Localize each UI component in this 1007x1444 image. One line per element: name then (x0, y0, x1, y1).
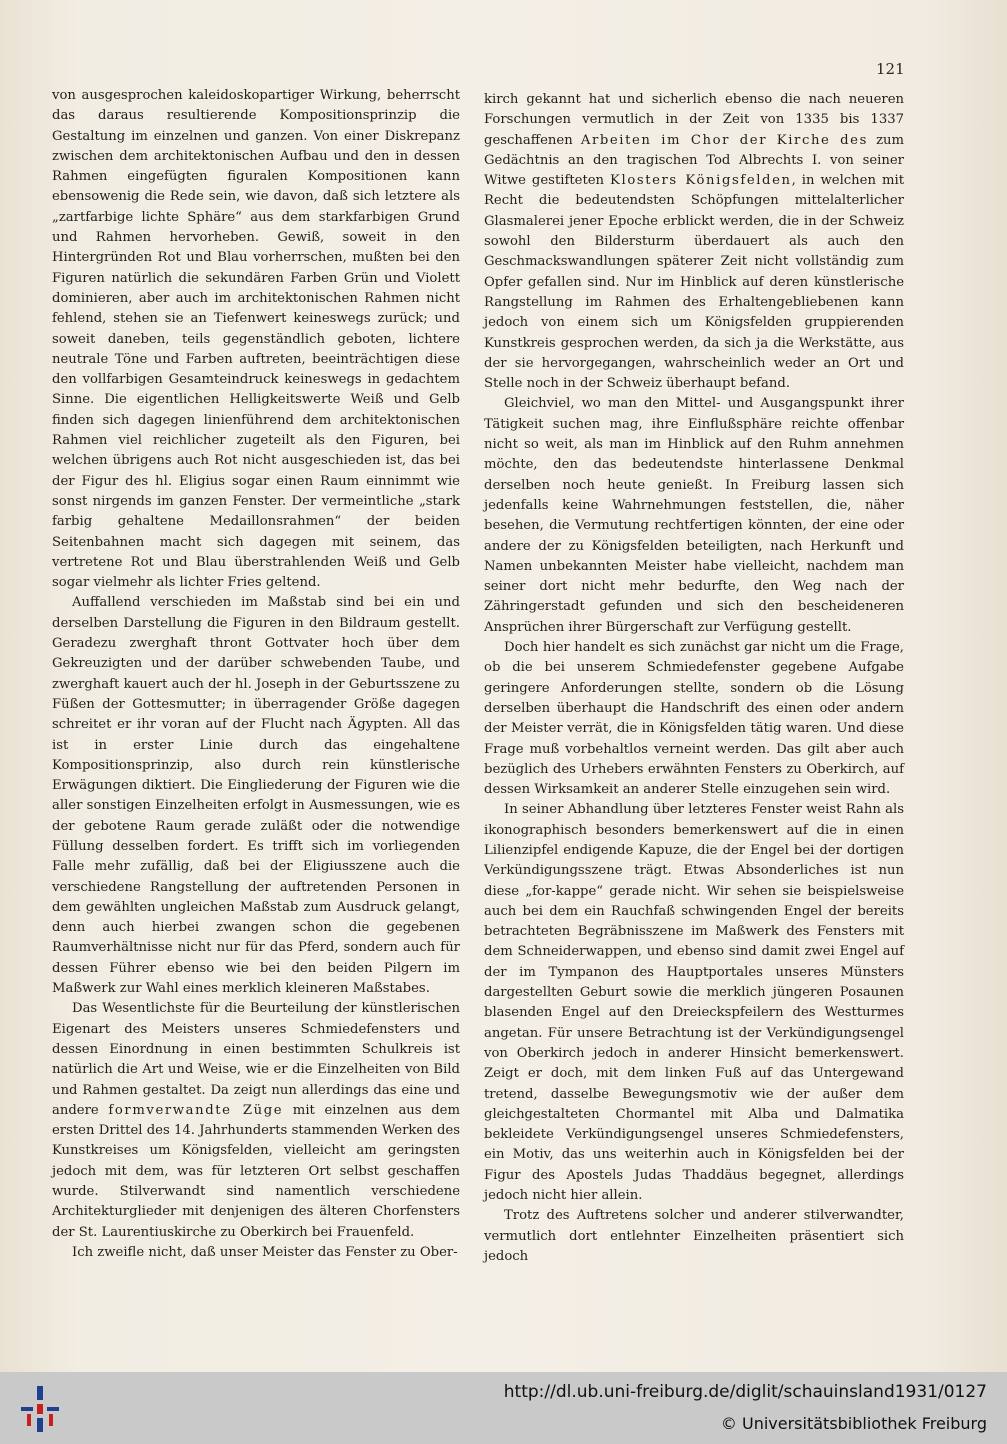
text-run: , in welchen mit Recht die bedeutendsten Schöpfungen mittelalterlicher Glasmalerei jener Epoche erblickt werden, die in der Schweiz sowohl den Bildersturm überdauert als auch den Geschmackswandlungen späterer Zeit nicht vollständig zum Opfer gefallen sind. Nur im Hinblick auf deren künstlerische Rangstellung im Rahmen des Erhaltengebliebenen kann jedoch von einem sich um Königsfelden gruppierenden Kunstkreis gesprochen werden, da sich ja die Werkstätte, aus der sie hervorgegangen, wahrscheinlich weder an Ort und Stelle noch in der Schweiz überhaupt befand. (484, 173, 904, 392)
paragraph (52, 999, 460, 1243)
text-run: kirch gekannt hat und sicherlich ebenso die nach neueren Forschungen vermutlich in der Zeit von 1335 bis 1337 geschaffenen (484, 92, 904, 148)
source-url[interactable]: http://dl.ub.uni-freiburg.de/diglit/schauinsland1931/0127 (503, 1382, 987, 1402)
text-column-left (52, 86, 460, 1263)
text-run: mit einzelnen aus dem ersten Drittel des 14. Jahrhunderts stammenden Werken des Kunstkreises um Königsfelden, vielleicht am geringsten jedoch mit dem, was für letzteren Ort selbst geschaffen wurde. Stilverwandt sind namentlich verschiedene Architekturglieder mit denjenigen des älteren Chorfensters der St. Laurentiuskirche zu Oberkirch bei Frauenfeld. (52, 1102, 460, 1240)
logo-graphic (17, 1386, 63, 1432)
copyright-notice: © Universitätsbibliothek Freiburg (720, 1414, 987, 1433)
text-run: zum Gedächtnis an den tragischen Tod Albrechts I. von seiner Witwe gestifteten (484, 132, 905, 189)
emphasized-text: Arbeiten im Chor der Kirche des (580, 132, 868, 148)
ub-freiburg-logo-icon (17, 1386, 63, 1432)
emphasized-text: formverwandte Züge (108, 1102, 284, 1118)
emphasized-text: Klosters Königsfelden (610, 173, 792, 189)
paragraph: Trotz des Auftretens solcher und anderer stilverwandter, vermutlich dort entlehnter Einzelheiten präsentiert sich jedoch (484, 1208, 904, 1264)
page-number: 121 (876, 60, 905, 78)
paragraph: Doch hier handelt es sich zunächst gar nicht um die Frage, ob die bei unserem Schmiedefenster gegebene Aufgabe geringere Anforderungen stellte, sondern ob die Lösung derselben überhaupt die Handschrift des einen oder andern der Meister verrät, die in Königsfelden tätig waren. Und diese Frage muß vorbehaltlos verneint werden. Das gilt aber auch bezüglich des Urhebers erwähnten Fensters zu Oberkirch, auf dessen Wirksamkeit an anderer Stelle einzugehen sein wird. (484, 640, 904, 798)
text-run: Das Wesentlichste für die Beurteilung der künstlerischen Eigenart des Meisters unseres Schmiedefensters und dessen Einordnung in einen bestimmten Schulkreis ist natürlich die Art und Weise, wie er die Einzelheiten von Bild und Rahmen gestaltet. Da zeigt nun allerdings das eine und andere (52, 1001, 460, 1118)
paragraph (484, 90, 904, 394)
paragraph: Gleichviel, wo man den Mittel- und Ausgangspunkt ihrer Tätigkeit suchen mag, ihre Einflußsphäre reichte offenbar nicht so weit, als man im Hinblick auf den Ruhm annehmen möchte, den das bedeutendste hinterlassene Denkmal derselben noch heute genießt. In Freiburg lassen sich jedenfalls keine Wahrnehmungen feststellen, die, näher besehen, die Vermutung rechtfertigen könnten, der eine oder andere der zu Königsfelden beteiligten, nach Herkunft und Namen unbekannten Meister habe vielleicht, nachdem man seiner dort nicht mehr bedurfte, den Weg nach der Zähringerstadt gefunden und sich den bescheideneren Ansprüchen ihrer Bürgerschaft zur Verfügung gestellt. (484, 396, 904, 635)
paragraph: von ausgesprochen kaleidoskopartiger Wirkung, beherrscht das daraus resultierende Kompositionsprinzip die Gestaltung im einzelnen und ganzen. Von einer Diskrepanz zwischen dem architektonischen Aufbau und den in dessen Rahmen eingefügten figuralen Kompositionen kann ebensowenig die Rede sein, wie davon, daß sich letztere als „zartfarbige lichte Sphäre“ aus dem starkfarbigen Grund und Rahmen hervorheben. Gewiß, soweit in den Hintergründen Rot und Blau vorherrschen, mußten bei den Figuren natürlich die sekundären Farben Grün und Violett dominieren, aber auch im architektonischen Rahmen nicht fehlend, stehen sie an Tiefenwert keineswegs zurück; und soweit daneben, teils gegenständlich geboten, lichtere neutrale Töne und Farben auftreten, beeinträchtigen diese den vollfarbigen Gesamteindruck keineswegs in gedachtem Sinne. Die eigentlichen Helligkeitswerte Weiß und Gelb finden sich dagegen linienführend dem architektonischen Rahmen viel reichlicher zugeteilt als den Figuren, bei welchen übrigens auch Rot nicht ausgeschieden ist, das bei der Figur des hl. Eligius sogar einen Raum einnimmt wie sonst nirgends im ganzen Fenster. Der vermeintliche „stark farbig gehaltene Medaillonsrahmen“ der beiden Seitenbahnen macht sich dagegen mit seinem, das vertretene Rot und Blau überstrahlenden Weiß und Gelb sogar vielmehr als lichter Fries geltend. (52, 88, 460, 591)
paragraph: Auffallend verschieden im Maßstab sind bei ein und derselben Darstellung die Figuren in den Bildraum gestellt. Geradezu zwerghaft thront Gottvater hoch über dem Gekreuzigten und der darüber schwebenden Taube, und zwerghaft kauert auch der hl. Joseph in der Geburtsszene zu Füßen der Gottesmutter; in überragender Größe dagegen schreitet er ihr voran auf der Flucht nach Ägypten. All das ist in erster Linie durch das eingehaltene Kompositionsprinzip, also durch rein künstlerische Erwägungen diktiert. Die Eingliederung der Figuren wie die aller sonstigen Einzelheiten erfolgt in Ausmessungen, wie es der gebotene Raum gerade zuläßt oder die notwendige Füllung desselben fordert. Es trifft sich im vorliegenden Falle mehr zufällig, daß bei der Eligiusszene auch die verschiedene Rangstellung der auftretenden Personen in dem gewählten ungleichen Maßstab zum Ausdruck gelangt, denn auch hierbei zwangen schon die gegebenen Raumverhältnisse nicht nur für das Pferd, sondern auch für dessen Führer ebenso wie bei den beiden Pilgern im Maßwerk zur Wahl eines merklich kleineren Maßstabes. (52, 595, 460, 997)
paragraph: In seiner Abhandlung über letzteres Fenster weist Rahn als ikonographisch besonders bemerkenswert auf die in einen Lilienzipfel endigende Kapuze, die der Engel bei der dortigen Verkündigungsszene trägt. Etwas Absonderliches ist nun diese „for-kappe“ gerade nicht. Wir sehen sie beispielsweise auch bei dem ein Rauchfaß schwingenden Engel der bereits betrachteten Begräbnisszene im Maßwerk des Fensters mit dem Schneiderwappen, und ebenso sind damit zwei Engel auf der im Tympanon des Hauptportales unseres Münsters dargestellten Geburt sowie die merklich jüngeren Posaunen blasenden Engel auf den Dreieckspfeilern des Westturmes angetan. Für unsere Betrachtung ist der Verkündigungsengel von Oberkirch jedoch in anderer Hinsicht bemerkenswert. Zeigt er doch, mit dem linken Fuß auf das Untergewand tretend, dasselbe Bewegungsmotiv wie der außer dem gleichgestalteten Chormantel mit Alba und Dalmatika bekleidete Verkündigungsengel unseres Schmiedefensters, ein Motiv, das uns weiterhin auch in Königsfelden bei der Figur des Apostels Judas Thaddäus begegnet, allerdings jedoch nicht hier allein. (484, 802, 904, 1204)
paragraph: Ich zweifle nicht, daß unser Meister das Fenster zu Ober- (72, 1244, 458, 1260)
text-column-right (484, 90, 904, 1267)
footer-bar (0, 1372, 1007, 1444)
